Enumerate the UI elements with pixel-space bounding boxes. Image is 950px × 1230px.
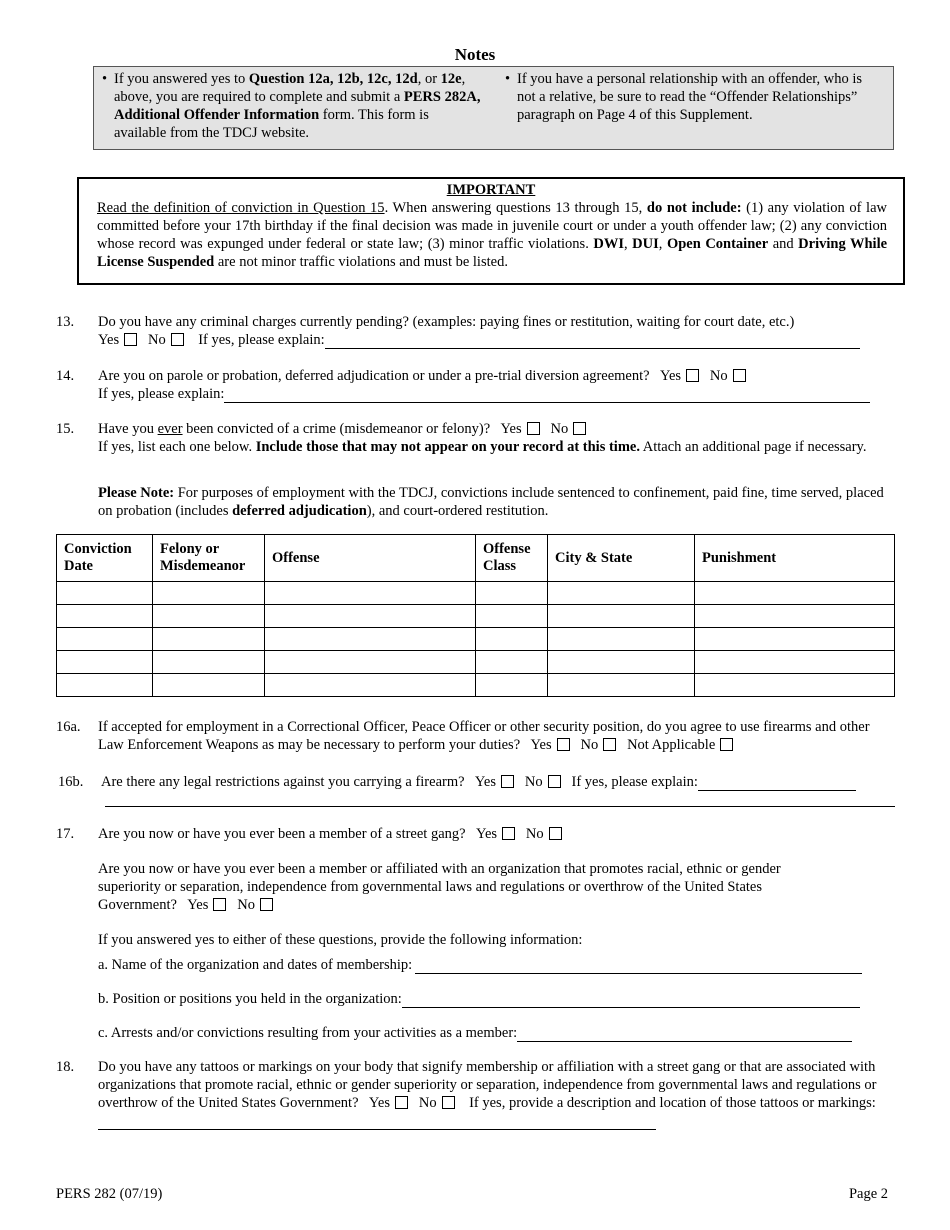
q14-yes-checkbox[interactable] — [686, 369, 699, 382]
q13-answer-row: Yes No If yes, please explain: — [98, 331, 888, 349]
q17a-row: a. Name of the organization and dates of membership: — [98, 956, 888, 974]
q13-text: Do you have any criminal charges currently pending? (examples: paying fines or restitution, waiting for court date, etc.) — [98, 314, 795, 330]
table-cell[interactable] — [153, 674, 265, 697]
q17-no-checkbox[interactable] — [549, 827, 562, 840]
important-box — [77, 177, 905, 285]
q16a-number: 16a. — [56, 719, 81, 735]
q14-explain-field[interactable] — [224, 386, 870, 403]
q15-please-note: Please Note: For purposes of employment with the TDCJ, convictions include sentenced to confinement, paid fine, time served, placed on probation (includes deferred adjudication), and court-ordered restitution. — [98, 485, 884, 519]
q17-number: 17. — [56, 826, 75, 842]
q17-intro: If you answered yes to either of these questions, provide the following information: — [98, 932, 583, 948]
header-punishment: Punishment — [695, 535, 895, 582]
q14-text-row: Are you on parole or probation, deferred adjudication or under a pre-trial diversion agreement? Yes No — [98, 367, 888, 385]
table-cell[interactable] — [476, 605, 548, 628]
q17b-field[interactable] — [402, 991, 860, 1008]
q17b-row: b. Position or positions you held in the organization: — [98, 990, 888, 1008]
notes-title: Notes — [454, 45, 496, 64]
q14-explain-row: If yes, please explain: — [98, 385, 888, 403]
q16b-explain-line-2[interactable] — [105, 806, 895, 807]
table-cell[interactable] — [548, 628, 695, 651]
table-cell[interactable] — [695, 674, 895, 697]
q17-org-question: Are you now or have you ever been a member or affiliated with an organization that promotes racial, ethnic or gender superiority or separation, independence from governmental laws and regulations or overthrow of the United States Government? Yes No — [98, 861, 781, 913]
q14-no-checkbox[interactable] — [733, 369, 746, 382]
q16a-yes-checkbox[interactable] — [557, 738, 570, 751]
q14-number: 14. — [56, 368, 75, 384]
q17-yes-checkbox[interactable] — [502, 827, 515, 840]
q18-yes-checkbox[interactable] — [395, 1096, 408, 1109]
important-title: IMPORTANT — [446, 182, 536, 198]
table-cell[interactable] — [153, 651, 265, 674]
q13-no-checkbox[interactable] — [171, 333, 184, 346]
important-text: Read the definition of conviction in Question 15. When answering questions 13 through 15, do not include: (1) any violation of law committed before your 17th birthday if the final decision was made in juvenile court or under a youth offender law; (2) any conviction whose record was expunged under federal or state law; (3) minor traffic violations. DWI, DUI, Open Container and Driving While License Suspended are not minor traffic violations and must be listed. — [97, 200, 888, 270]
table-cell[interactable] — [57, 582, 153, 605]
table-cell[interactable] — [476, 628, 548, 651]
q16a-text: If accepted for employment in a Correctional Officer, Peace Officer or other security position, do you agree to use firearms and other Law Enforcement Weapons as may be necessary to perform your duties? Yes No Not Applicable — [98, 719, 870, 753]
table-cell[interactable] — [57, 651, 153, 674]
header-conviction-date: Conviction Date — [57, 535, 153, 582]
table-cell[interactable] — [153, 628, 265, 651]
q13-yes-checkbox[interactable] — [124, 333, 137, 346]
table-row — [57, 605, 895, 628]
table-cell[interactable] — [153, 582, 265, 605]
table-cell[interactable] — [265, 605, 476, 628]
note-right: • If you have a personal relationship with an offender, who is not a relative, be sure to read the “Offender Relationships” paragraph on Page 4 of this Supplement. — [505, 71, 863, 123]
table-cell[interactable] — [153, 605, 265, 628]
q16b-no-checkbox[interactable] — [548, 775, 561, 788]
header-offense-class: Offense Class — [476, 535, 548, 582]
q16b-explain-field[interactable] — [698, 774, 856, 791]
table-cell[interactable] — [476, 582, 548, 605]
table-cell[interactable] — [548, 582, 695, 605]
conviction-table-header — [57, 535, 895, 582]
table-cell[interactable] — [695, 605, 895, 628]
notes-box — [93, 66, 894, 150]
table-cell[interactable] — [476, 651, 548, 674]
table-row — [57, 582, 895, 605]
q16b-yes-checkbox[interactable] — [501, 775, 514, 788]
q17a-field[interactable] — [415, 957, 862, 974]
header-city-state: City & State — [548, 535, 695, 582]
table-row — [57, 628, 895, 651]
q13-explain-field[interactable] — [325, 332, 860, 349]
q15-text-row: Have you ever been convicted of a crime (misdemeanor or felony)? Yes No — [98, 420, 888, 438]
table-row — [57, 651, 895, 674]
q16a-no-checkbox[interactable] — [603, 738, 616, 751]
q15-number: 15. — [56, 421, 75, 437]
table-cell[interactable] — [265, 651, 476, 674]
table-cell[interactable] — [548, 674, 695, 697]
table-cell[interactable] — [548, 651, 695, 674]
table-cell[interactable] — [265, 628, 476, 651]
q17-text-row: Are you now or have you ever been a member of a street gang? Yes No — [98, 825, 888, 843]
table-row — [57, 674, 895, 697]
q18-number: 18. — [56, 1059, 75, 1075]
q18-text: Do you have any tattoos or markings on your body that signify membership or affiliation with a street gang or that are associated with organizations that promote racial, ethnic or gender superiority or separation, independence from governmental laws and regulations or overthrow of the United States Government? Yes No If yes, provide a description and location of those tattoos or markings: — [98, 1058, 888, 1130]
q16b-number: 16b. — [58, 774, 84, 790]
q15-no-checkbox[interactable] — [573, 422, 586, 435]
table-cell[interactable] — [695, 582, 895, 605]
note-left: • If you answered yes to Question 12a, 12b, 12c, 12d, or 12e, above, you are required to complete and submit a PERS 282A, Additional Offender Information form. This form is available from the TDCJ website. — [102, 71, 481, 141]
table-cell[interactable] — [57, 628, 153, 651]
table-cell[interactable] — [57, 605, 153, 628]
q17-org-no-checkbox[interactable] — [260, 898, 273, 911]
header-offense: Offense — [265, 535, 476, 582]
table-cell[interactable] — [265, 674, 476, 697]
q17-org-yes-checkbox[interactable] — [213, 898, 226, 911]
q17c-field[interactable] — [517, 1025, 852, 1042]
table-cell[interactable] — [695, 651, 895, 674]
page-number: Page 2 — [848, 1186, 888, 1202]
q18-description-field[interactable] — [98, 1113, 656, 1130]
q13-number: 13. — [56, 314, 75, 330]
q16a-not-applicable-checkbox[interactable] — [720, 738, 733, 751]
table-cell[interactable] — [548, 605, 695, 628]
table-cell[interactable] — [265, 582, 476, 605]
header-felony-or-misdemeanor: Felony or Misdemeanor — [153, 535, 265, 582]
conviction-table — [56, 534, 895, 697]
q15-instructions: If yes, list each one below. Include those that may not appear on your record at this time. Attach an additional page if necessary. — [98, 439, 867, 455]
form-id: PERS 282 (07/19) — [56, 1186, 163, 1202]
q18-no-checkbox[interactable] — [442, 1096, 455, 1109]
q16b-text-row: Are there any legal restrictions against you carrying a firearm? Yes No If yes, please explain: — [101, 773, 901, 791]
q15-yes-checkbox[interactable] — [527, 422, 540, 435]
q17c-row: c. Arrests and/or convictions resulting from your activities as a member: — [98, 1024, 888, 1042]
table-cell[interactable] — [476, 674, 548, 697]
table-cell[interactable] — [695, 628, 895, 651]
table-cell[interactable] — [57, 674, 153, 697]
